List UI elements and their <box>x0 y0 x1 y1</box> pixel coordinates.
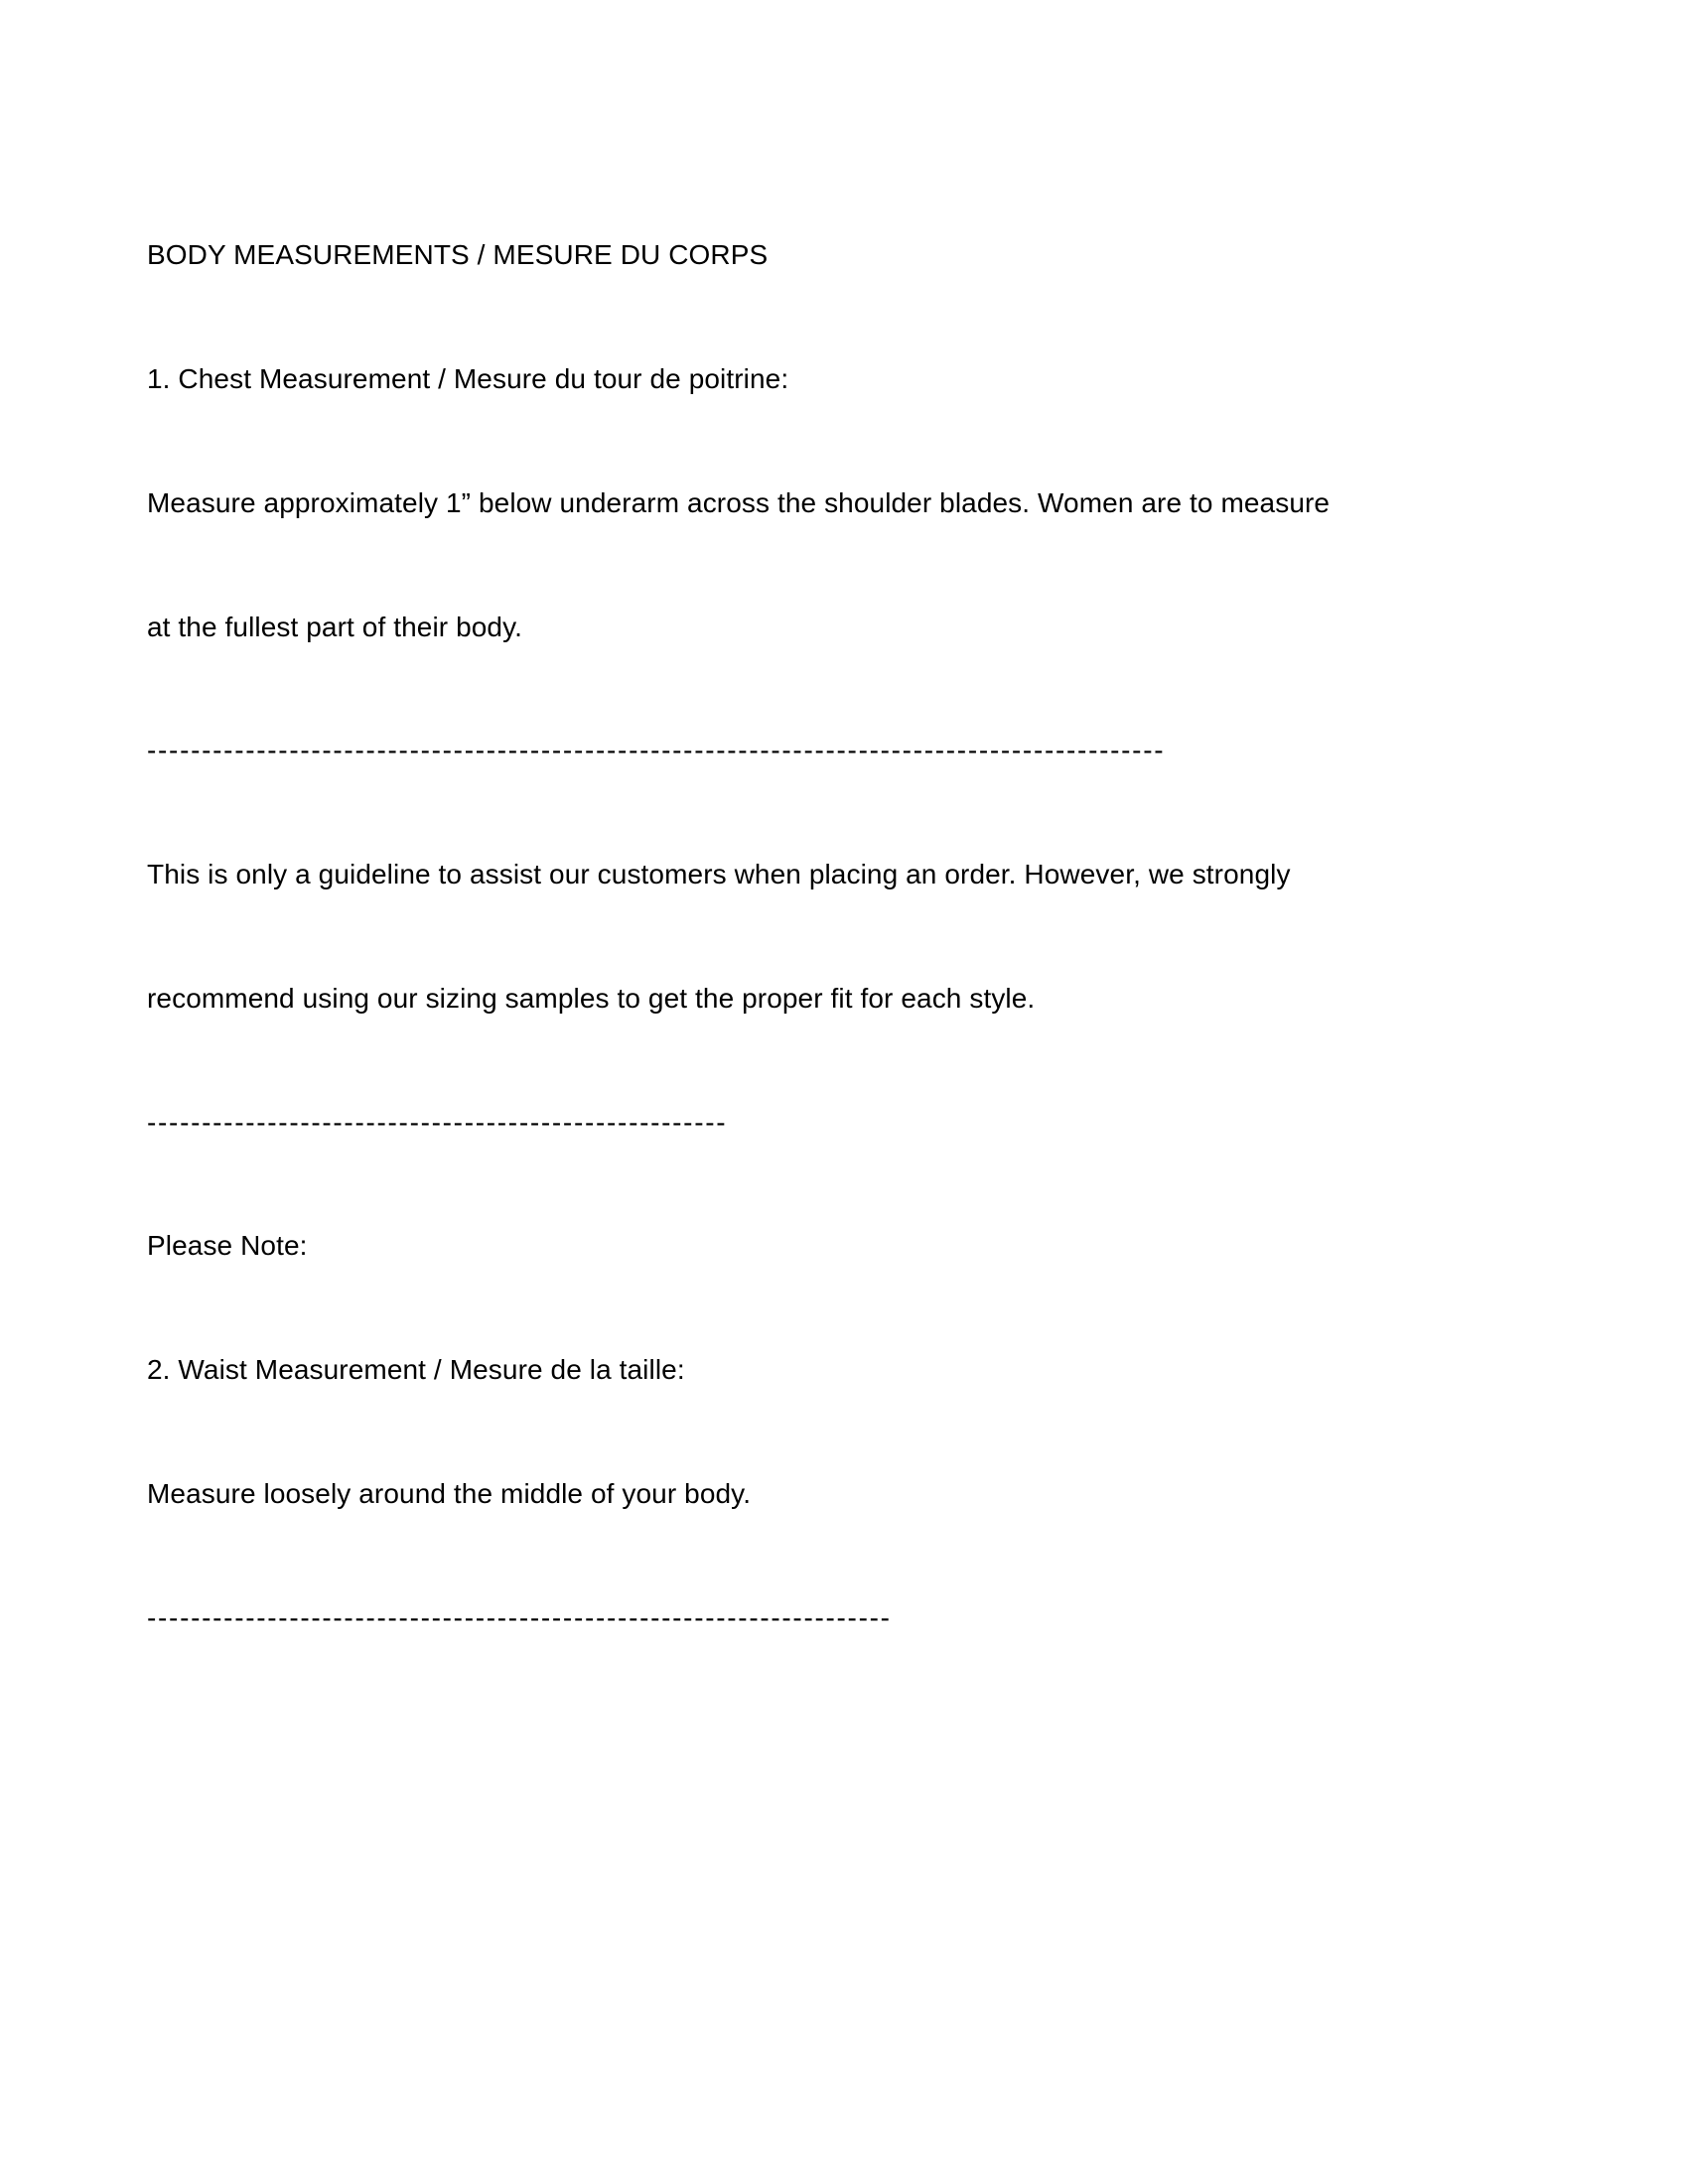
divider-dashes-long: --------------------------------------------------------------------------------------------- <box>147 735 1166 766</box>
chest-measurement-heading: 1. Chest Measurement / Mesure du tour de poitrine: <box>147 362 789 394</box>
chest-measurement-text-line-2: at the fullest part of their body. <box>147 611 522 642</box>
divider-dashes-short: ----------------------------------------------------- <box>147 1106 728 1138</box>
page-title: BODY MEASUREMENTS / MESURE DU CORPS <box>147 239 769 271</box>
waist-measurement-heading: 2. Waist Measurement / Mesure de la taille: <box>147 1354 685 1386</box>
chest-measurement-text-line-1: Measure approximately 1” below underarm across the shoulder blades. Women are to measure <box>147 486 1331 518</box>
waist-measurement-text: Measure loosely around the middle of your body. <box>147 1478 752 1509</box>
divider-dashes-medium: -------------------------------------------------------------------- <box>147 1601 892 1633</box>
document-body <box>147 152 1537 1721</box>
guideline-note-line-2: recommend using our sizing samples to get the proper fit for each style. <box>147 982 1036 1014</box>
please-note-label: Please Note: <box>147 1230 308 1262</box>
guideline-note-line-1: This is only a guideline to assist our customers when placing an order. However, we strongly <box>147 859 1291 890</box>
